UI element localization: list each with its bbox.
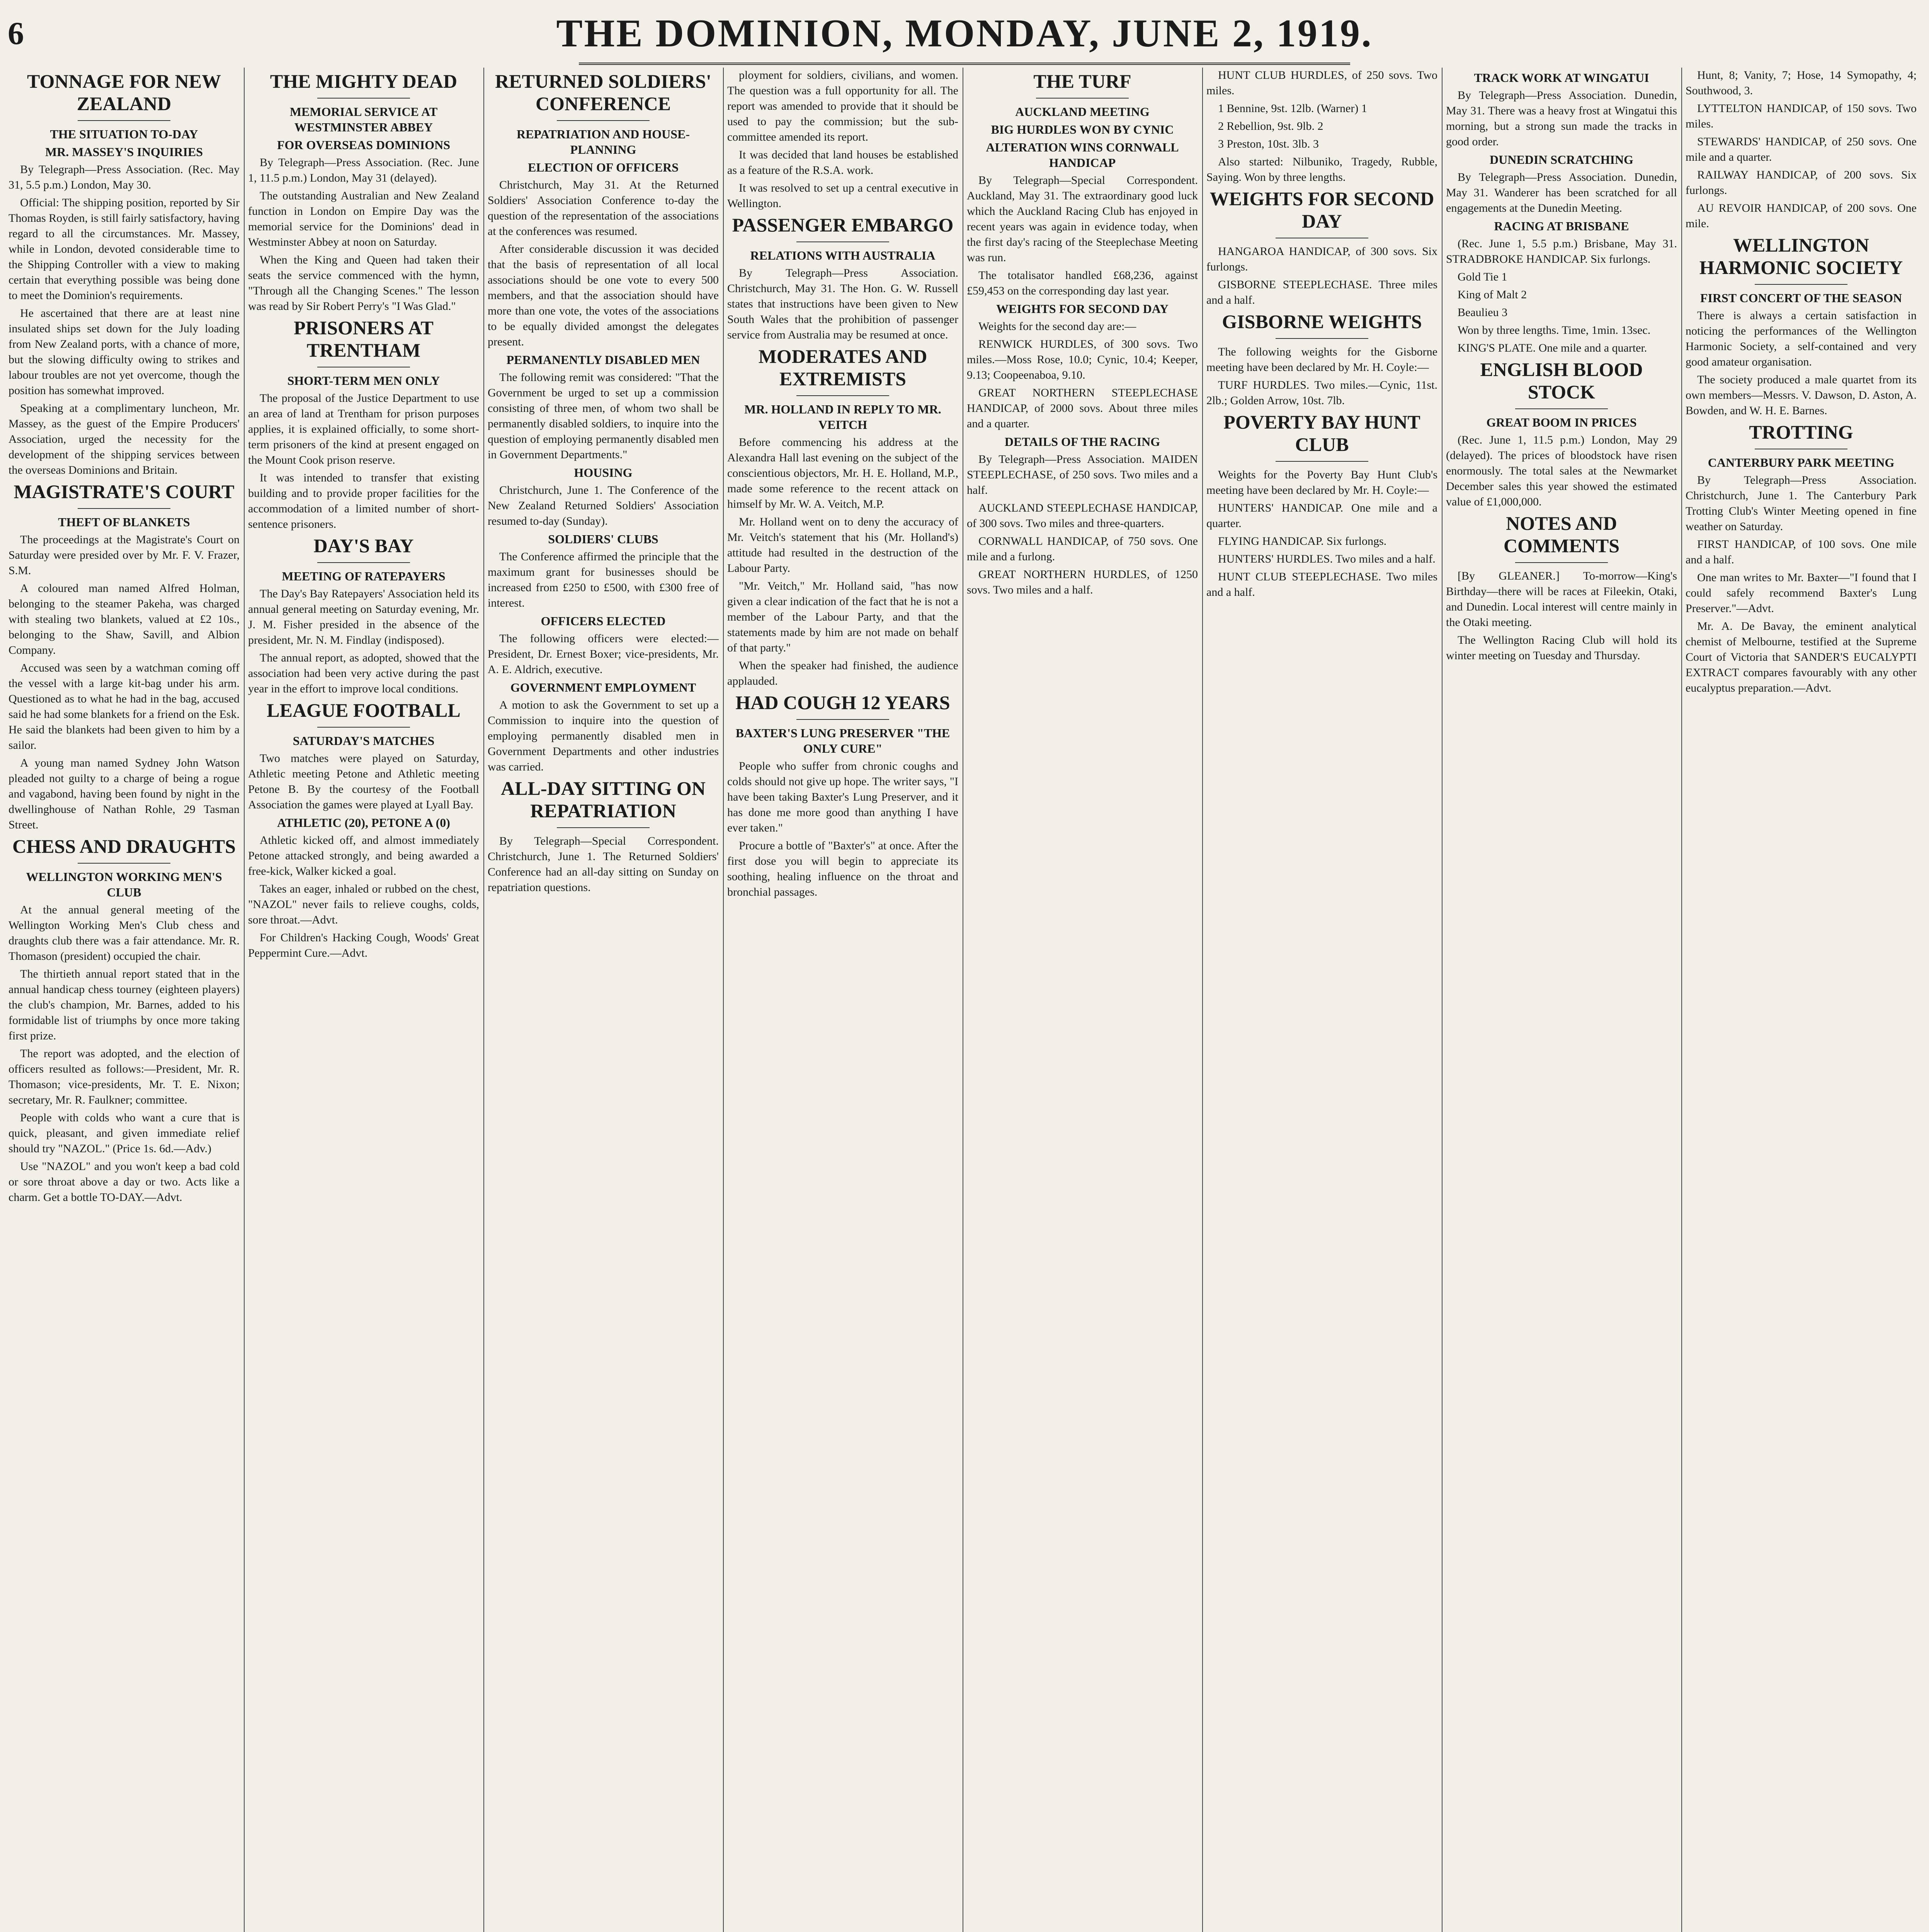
column-divider (244, 68, 245, 1932)
headline-rule (78, 863, 170, 864)
article-paragraph: Won by three lengths. Time, 1min. 13sec. (1458, 324, 1651, 337)
article-headline: WELLINGTON HARMONIC SOCIETY (1699, 234, 1903, 278)
article-paragraph: Christchurch, June 1. The Conference of the New Zealand Returned Soldiers' Association resumed to-day (Sunday). (488, 484, 719, 527)
article-paragraph: STEWARDS' HANDICAP, of 250 sovs. One mile and a quarter. (1686, 135, 1917, 163)
headline-rule (1515, 562, 1608, 563)
article-paragraph: Christchurch, May 31. At the Returned Soldiers' Association Conference to-day the question of the representation of the associations at the conferences was resumed. (488, 179, 719, 238)
column-divider (723, 68, 724, 1932)
article-paragraph: The outstanding Australian and New Zealand function in London on Empire Day was the memorial service for the Dominions' dead in Westminster Abbey at noon on Saturday. (248, 189, 479, 248)
article-paragraph: It was intended to transfer that existing building and to provide proper facilities for the accommodation of a limited number of short-sentence prisoners. (248, 471, 479, 531)
newspaper-column (488, 68, 719, 1932)
column-divider (1681, 68, 1682, 1932)
article-subheading: THE SITUATION TO-DAY (50, 127, 198, 141)
masthead-rule (579, 63, 1351, 65)
article-subheading: MR. HOLLAND IN REPLY TO MR. VEITCH (744, 402, 941, 432)
newspaper-column (1686, 68, 1917, 1932)
article-paragraph: [By GLEANER.] To-morrow—King's Birthday—there will be races at Fileekin, Otaki, and Dunedin. Local interest will centre mainly in the Otaki meeting. (1446, 570, 1677, 629)
article-paragraph: The report was adopted, and the election of officers resulted as follows:—President, Mr. R. Thomason; vice-presidents, Mr. T. E. Nixon; secretary, Mr. R. Faulkner; committee. (9, 1047, 240, 1106)
article-paragraph: 1 Bennine, 9st. 12lb. (Warner) 1 (1218, 102, 1367, 115)
article-paragraph: Takes an eager, inhaled or rubbed on the chest, "NAZOL" never fails to relieve coughs, colds, sore throat.—Advt. (248, 883, 479, 926)
article-subheading: SATURDAY'S MATCHES (293, 734, 435, 748)
article-paragraph: A motion to ask the Government to set up a Commission to inquire into the question of employing permanently disabled men in Government Departments and other industries was carried. (488, 699, 719, 773)
article-subheading: MEMORIAL SERVICE AT WESTMINSTER ABBEY (289, 105, 438, 134)
article-paragraph: Before commencing his address at the Alexandra Hall last evening on the subject of the conscientious objectors, Mr. H. E. Holland, M.P., made some reference to the recent attack on himself by Mr. W. A. Veitch, M.P. (727, 436, 958, 510)
article-paragraph: Speaking at a complimentary luncheon, Mr. Massey, as the guest of the Empire Producers' Association, urged the necessity for the development of the shipping services between the overseas Dominions and Britain. (9, 402, 240, 476)
article-subheading: REPATRIATION AND HOUSE-PLANNING (516, 127, 690, 156)
newspaper-column (248, 68, 479, 1932)
newspaper-column (1206, 68, 1437, 1932)
article-paragraph: When the speaker had finished, the audience applauded. (727, 659, 958, 687)
article-paragraph: Hunt, 8; Vanity, 7; Hose, 14 Symopathy, 4; Southwood, 3. (1686, 69, 1917, 97)
article-paragraph: 3 Preston, 10st. 3lb. 3 (1218, 138, 1319, 150)
headline-rule (317, 727, 410, 728)
article-paragraph: By Telegraph—Press Association. Christchurch, May 31. The Hon. G. W. Russell states that instructions have been given to New South Wales that the prohibition of passenger service from Australia may be resumed at once. (727, 267, 958, 341)
article-subheading: FIRST CONCERT OF THE SEASON (1700, 291, 1902, 305)
article-paragraph: The proposal of the Justice Department to use an area of land at Trentham for prison purposes applies, it is explained officially, to some short-term prisoners of the kind at present engaged on the Mount Cook prison reserve. (248, 392, 479, 466)
article-paragraph: For Children's Hacking Cough, Woods' Great Peppermint Cure.—Advt. (248, 931, 479, 959)
article-subheading: DUNEDIN SCRATCHING (1490, 153, 1633, 167)
article-paragraph: ployment for soldiers, civilians, and women. The question was a full opportunity for all. The report was amended to provide that it should be used to pay the commission; but the sub-committee amended its report. (727, 69, 958, 143)
article-subheading: WELLINGTON WORKING MEN'S CLUB (26, 870, 222, 899)
article-paragraph: CORNWALL HANDICAP, of 750 sovs. One mile and a furlong. (967, 535, 1198, 563)
article-paragraph: LYTTELTON HANDICAP, of 150 sovs. Two miles. (1686, 102, 1917, 130)
article-paragraph: Gold Tie 1 (1458, 270, 1507, 283)
article-paragraph: GREAT NORTHERN HURDLES, of 1250 sovs. Two miles and a half. (967, 568, 1198, 596)
article-paragraph: "Mr. Veitch," Mr. Holland said, "has now given a clear indication of the fact that he is not a member of the Labour Party, and that the statements made by him are not made on behalf of that party." (727, 580, 958, 654)
headline-rule (1276, 461, 1368, 462)
article-paragraph: Procure a bottle of "Baxter's" at once. After the first dose you will begin to appreciate its soothing, healing influence on the throat and bronchial passages. (727, 839, 958, 898)
article-subheading: RELATIONS WITH AUSTRALIA (750, 248, 936, 262)
article-paragraph: (Rec. June 1, 5.5 p.m.) Brisbane, May 31. STRADBROKE HANDICAP. Six furlongs. (1446, 237, 1677, 265)
article-paragraph: HANGAROA HANDICAP, of 300 sovs. Six furlongs. (1206, 245, 1437, 273)
article-headline: MAGISTRATE'S COURT (14, 481, 235, 502)
headline-rule (796, 719, 889, 720)
newspaper-column (727, 68, 958, 1932)
article-paragraph: A young man named Sydney John Watson pleaded not guilty to a charge of being a rogue and vagabond, having been found by night in the dwellinghouse of Nathan Rohle, 29 Tasman Street. (9, 757, 240, 831)
headline-rule (796, 395, 889, 396)
article-paragraph: It was decided that land houses be established as a feature of the R.S.A. work. (727, 148, 958, 177)
article-paragraph: Mr. Holland went on to deny the accuracy of Mr. Veitch's statement that his (Mr. Holland's) attitude had resulted in the destruction of the Labour Party. (727, 515, 958, 575)
article-subheading: WEIGHTS FOR SECOND DAY (996, 302, 1169, 316)
article-paragraph: Two matches were played on Saturday, Athletic meeting Petone and Athletic meeting Petone B. By the courtesy of the Football Association the games were played at Lyall Bay. (248, 752, 479, 811)
article-paragraph: The annual report, as adopted, showed that the association had been very active during the past year in the effort to improve local conditions. (248, 651, 479, 695)
article-paragraph: By Telegraph—Press Association. (Rec. May 31, 5.5 p.m.) London, May 30. (9, 163, 240, 191)
headline-rule (557, 120, 649, 121)
article-paragraph: The totalisator handled £68,236, against £59,453 on the corresponding day last year. (967, 269, 1198, 297)
article-paragraph: FLYING HANDICAP. Six furlongs. (1218, 535, 1387, 548)
article-headline: WEIGHTS FOR SECOND DAY (1209, 188, 1434, 232)
article-paragraph: The Conference affirmed the principle that the maximum grant for businesses should be increased from £250 to £500, with £300 free of interest. (488, 550, 719, 609)
newspaper-column (9, 68, 240, 1932)
article-headline: ALL-DAY SITTING ON REPATRIATION (501, 777, 706, 821)
article-subheading: THEFT OF BLANKETS (58, 515, 190, 529)
headline-rule (1755, 284, 1847, 285)
article-headline: MODERATES AND EXTREMISTS (758, 345, 927, 389)
article-subheading: BIG HURDLES WON BY CYNIC (991, 122, 1174, 136)
article-subheading: GOVERNMENT EMPLOYMENT (510, 680, 696, 694)
article-paragraph: AUCKLAND STEEPLECHASE HANDICAP, of 300 sovs. Two miles and three-quarters. (967, 502, 1198, 530)
article-paragraph: FIRST HANDICAP, of 100 sovs. One mile and a half. (1686, 538, 1917, 566)
article-paragraph: By Telegraph—Special Correspondent. Auckland, May 31. The extraordinary good luck which the Auckland Racing Club has enjoyed in recent years was again in evidence today, when the first day's racing of the Steeplechase Meeting was run. (967, 174, 1198, 264)
article-paragraph: GREAT NORTHERN STEEPLECHASE HANDICAP, of 2000 sovs. About three miles and a quarter. (967, 386, 1198, 430)
article-headline: THE TURF (1033, 70, 1131, 92)
headline-rule (78, 508, 170, 509)
article-paragraph: Mr. A. De Bavay, the eminent analytical chemist of Melbourne, testified at the Supreme Court of Victoria that SANDER'S EUCALYPTI EXTRACT compares favourably with any other eucalyptus preparation.—Advt. (1686, 620, 1917, 694)
article-subheading: GREAT BOOM IN PRICES (1486, 415, 1637, 429)
article-paragraph: Use "NAZOL" and you won't keep a bad cold or sore throat above a day or two. Acts like a charm. Get a bottle TO-DAY.—Advt. (9, 1160, 240, 1204)
article-headline: PRISONERS AT TRENTHAM (294, 317, 434, 361)
article-paragraph: RENWICK HURDLES, of 300 sovs. Two miles.—Moss Rose, 10.0; Cynic, 10.4; Keeper, 9.13; Coopeenaboa, 9.10. (967, 338, 1198, 381)
article-paragraph: By Telegraph—Press Association. (Rec. June 1, 11.5 p.m.) London, May 31 (delayed). (248, 156, 479, 184)
article-paragraph: The Day's Bay Ratepayers' Association held its annual general meeting on Saturday evening, Mr. J. M. Fisher presided in the absence of the president, Mr. N. M. Findlay (indisposed). (248, 587, 479, 646)
article-headline: NOTES AND COMMENTS (1504, 512, 1619, 556)
article-subheading: FOR OVERSEAS DOMINIONS (277, 138, 451, 152)
article-paragraph: It was resolved to set up a central executive in Wellington. (727, 182, 958, 210)
headline-rule (1036, 98, 1128, 99)
article-paragraph: When the King and Queen had taken their seats the service commenced with the hymn, "Through all the Changing Scenes." The lesson was read by Sir Robert Perry's "I Was Glad." (248, 253, 479, 313)
article-subheading: RACING AT BRISBANE (1494, 219, 1629, 233)
article-subheading: ATHLETIC (20), PETONE A (0) (277, 816, 450, 830)
article-paragraph: (Rec. June 1, 11.5 p.m.) London, May 29 (delayed). The prices of bloodstock have risen enormously. The total sales at the Newmarket December sales this year showed the estimated value of £1,000,000. (1446, 434, 1677, 508)
article-subheading: SHORT-TERM MEN ONLY (287, 374, 440, 388)
article-paragraph: KING'S PLATE. One mile and a quarter. (1458, 342, 1647, 354)
column-divider (1202, 68, 1203, 1932)
headline-rule (1276, 338, 1368, 339)
article-headline: PASSENGER EMBARGO (732, 214, 954, 236)
article-subheading: OFFICERS ELECTED (541, 614, 666, 628)
article-paragraph: By Telegraph—Press Association. Dunedin, May 31. There was a heavy frost at Wingatui this morning, but a strong sun made the tracks in good order. (1446, 89, 1677, 148)
article-paragraph: By Telegraph—Press Association. MAIDEN STEEPLECHASE, of 250 sovs. Two miles and a half. (967, 453, 1198, 497)
article-paragraph: He ascertained that there are at least nine insulated ships set down for the July loading from New Zealand ports, with a chance of more, but the slowing difficulty owing to strikes and labour troubles are not yet overcome, though the position has somewhat improved. (9, 307, 240, 397)
article-paragraph: HUNT CLUB HURDLES, of 250 sovs. Two miles. (1206, 69, 1437, 97)
article-paragraph: A coloured man named Alfred Holman, belonging to the steamer Pakeha, was charged with stealing two blankets, valued at £2 10s., belonging to the Shaw, Savill, and Albion Company. (9, 582, 240, 656)
page-number: 6 (8, 15, 24, 51)
article-paragraph: Also started: Nilbuniko, Tragedy, Rubble, Saying. Won by three lengths. (1206, 155, 1437, 184)
article-subheading: HOUSING (574, 466, 633, 480)
article-subheading: ALTERATION WINS CORNWALL HANDICAP (986, 140, 1179, 170)
article-headline: GISBORNE WEIGHTS (1222, 311, 1422, 332)
article-headline: ENGLISH BLOOD STOCK (1480, 359, 1643, 403)
article-headline: RETURNED SOLDIERS' CONFERENCE (495, 70, 711, 114)
article-paragraph: People who suffer from chronic coughs and colds should not give up hope. The writer says, "I have been taking Baxter's Lung Preserver, and it has done me more good than anything I have ever taken." (727, 760, 958, 834)
article-paragraph: The society produced a male quartet from its own members—Messrs. V. Dawson, D. Aston, A. Bowden, and W. H. E. Barnes. (1686, 373, 1917, 417)
article-paragraph: There is always a certain satisfaction in noticing the performances of the Wellington Harmonic Society, a self-contained and very good amateur organisation. (1686, 309, 1917, 368)
article-paragraph: One man writes to Mr. Baxter—"I found that I could safely recommend Baxter's Lung Preserver."—Advt. (1686, 571, 1917, 615)
article-paragraph: Weights for the Poverty Bay Hunt Club's meeting have been declared by Mr. H. Coyle:— (1206, 468, 1437, 497)
article-paragraph: The thirtieth annual report stated that in the annual handicap chess tourney (eighteen players) the club's champion, Mr. Barnes, added to his formidable list of triumphs by once more taking first prize. (9, 968, 240, 1042)
article-subheading: ELECTION OF OFFICERS (528, 160, 679, 174)
article-paragraph: Official: The shipping position, reported by Sir Thomas Royden, is still fairly satisfactory, having regard to all the circumstances. Mr. Massey, while in London, devoted considerable time to the Shipping Controller with a view to making certain that everything possible was being done to meet the Dominion's requirements. (9, 196, 240, 302)
article-paragraph: The following remit was considered: "That the Government be urged to set up a commission consisting of three men, of whom two shall be permanently disabled soldiers, to inquire into the question of employing permanently disabled men in Government Departments." (488, 371, 719, 461)
article-paragraph: King of Malt 2 (1458, 288, 1527, 301)
article-subheading: PERMANENTLY DISABLED MEN (506, 353, 700, 367)
article-headline: THE MIGHTY DEAD (270, 70, 458, 92)
article-headline: TONNAGE FOR NEW ZEALAND (27, 70, 221, 114)
article-paragraph: By Telegraph—Press Association. Dunedin, May 31. Wanderer has been scratched for all engagements at the Dunedin Meeting. (1446, 171, 1677, 214)
article-subheading: BAXTER'S LUNG PRESERVER "THE ONLY CURE" (735, 726, 950, 755)
headline-rule (1515, 408, 1608, 409)
headline-rule (317, 98, 410, 99)
article-paragraph: Beaulieu 3 (1458, 306, 1508, 319)
article-subheading: MR. MASSEY'S INQUIRIES (45, 145, 203, 159)
article-paragraph: GISBORNE STEEPLECHASE. Three miles and a half. (1206, 278, 1437, 306)
article-paragraph: Athletic kicked off, and almost immediately Petone attacked strongly, and being awarded a free-kick, Walker kicked a goal. (248, 834, 479, 878)
newspaper-column (967, 68, 1198, 1932)
article-paragraph: Accused was seen by a watchman coming off the vessel with a large kit-bag under his arm. Questioned as to what he had in the bag, accused said he had some blankets for a friend on the Esk. He said the blankets had been given to him by a sailor. (9, 662, 240, 752)
article-subheading: AUCKLAND MEETING (1015, 105, 1150, 119)
article-paragraph: After considerable discussion it was decided that the basis of representation of all local associations should be one vote to every 500 members, and that the association should have more than one vote, the votes of the associations to be equally divided amongst the delegates present. (488, 243, 719, 348)
article-paragraph: HUNTERS' HANDICAP. One mile and a quarter. (1206, 502, 1437, 530)
article-paragraph: Weights for the second day are:— (978, 320, 1136, 333)
masthead (0, 0, 1929, 58)
headline-rule (317, 562, 410, 563)
article-headline: CHESS AND DRAUGHTS (12, 835, 236, 857)
column-divider (483, 68, 484, 1932)
article-paragraph: The Wellington Racing Club will hold its winter meeting on Tuesday and Thursday. (1446, 634, 1677, 662)
article-paragraph: RAILWAY HANDICAP, of 200 sovs. Six furlongs. (1686, 168, 1917, 197)
article-paragraph: The following weights for the Gisborne meeting have been declared by Mr. H. Coyle:— (1206, 345, 1437, 374)
article-paragraph: People with colds who want a cure that is quick, pleasant, and given immediate relief should try "NAZOL." (Price 1s. 6d.—Adv.) (9, 1111, 240, 1155)
article-paragraph: The following officers were elected:—President, Dr. Ernest Boxer; vice-presidents, Mr. A. E. Aldrich, executive. (488, 632, 719, 676)
article-paragraph: By Telegraph—Press Association. Christchurch, June 1. The Canterbury Park Trotting Club's Winter Meeting opened in fine weather on Saturday. (1686, 474, 1917, 533)
headline-rule (557, 827, 649, 828)
newspaper-title: THE DOMINION, MONDAY, JUNE 2, 1919. (556, 12, 1373, 55)
article-headline: POVERTY BAY HUNT CLUB (1223, 411, 1420, 455)
article-subheading: SOLDIERS' CLUBS (548, 532, 658, 546)
article-paragraph: AU REVOIR HANDICAP, of 200 sovs. One mile. (1686, 202, 1917, 230)
article-subheading: TRACK WORK AT WINGATUI (1474, 71, 1649, 85)
headline-rule (78, 120, 170, 121)
article-paragraph: At the annual general meeting of the Wellington Working Men's Club chess and draughts club there was a fair attendance. Mr. R. Thomason (president) occupied the chair. (9, 903, 240, 963)
article-paragraph: The proceedings at the Magistrate's Court on Saturday were presided over by Mr. F. V. Frazer, S.M. (9, 533, 240, 577)
article-headline: DAY'S BAY (313, 535, 414, 556)
article-subheading: CANTERBURY PARK MEETING (1708, 456, 1895, 469)
article-subheading: DETAILS OF THE RACING (1004, 435, 1160, 449)
article-paragraph: HUNTERS' HURDLES. Two miles and a half. (1218, 553, 1436, 565)
article-paragraph: 2 Rebellion, 9st. 9lb. 2 (1218, 120, 1323, 133)
article-paragraph: TURF HURDLES. Two miles.—Cynic, 11st. 2lb.; Golden Arrow, 10st. 7lb. (1206, 379, 1437, 407)
newspaper-column (1446, 68, 1677, 1932)
article-headline: LEAGUE FOOTBALL (267, 699, 461, 721)
article-paragraph: HUNT CLUB STEEPLECHASE. Two miles and a half. (1206, 570, 1437, 599)
article-headline: TROTTING (1749, 421, 1853, 443)
article-headline: HAD COUGH 12 YEARS (735, 692, 950, 713)
article-paragraph: By Telegraph—Special Correspondent. Christchurch, June 1. The Returned Soldiers' Conference had an all-day sitting on Sunday on repatriation questions. (488, 835, 719, 894)
article-subheading: MEETING OF RATEPAYERS (282, 569, 446, 583)
